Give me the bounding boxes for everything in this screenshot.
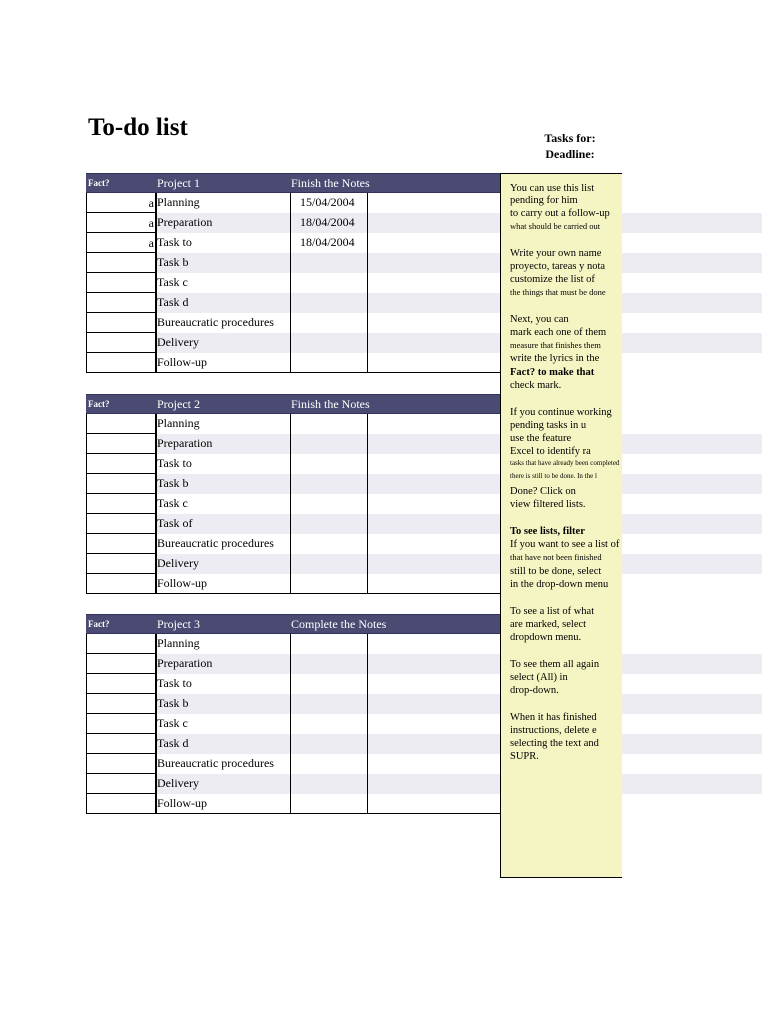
meta-block [520,130,620,162]
column-divider [367,414,368,594]
instruction-line: Done? Click on [510,486,576,497]
table-row [86,634,501,654]
table-row [86,353,501,373]
date-cell[interactable]: 18/04/2004 [300,235,355,249]
task-cell[interactable]: Follow-up [157,576,208,590]
table-row [86,494,501,514]
table-row [86,253,501,273]
task-cell[interactable]: Delivery [157,335,199,349]
instruction-line: still to be done, select [510,566,602,577]
table-row [86,333,501,353]
table-bottom-border [86,593,501,594]
fact-cell[interactable]: a [86,233,156,253]
task-cell[interactable]: Task b [157,255,189,269]
instruction-line: Fact? to make that [510,367,595,378]
fact-cell[interactable] [86,353,156,373]
instruction-line: instructions, delete e [510,725,597,736]
fact-cell[interactable] [86,454,156,474]
fact-cell[interactable] [86,414,156,434]
notes-column-header: Complete the Notes [291,617,387,631]
table-row [86,514,501,534]
notes-column-header: Finish the Notes [291,397,370,411]
table-row [86,774,501,794]
project-header [86,614,501,634]
fact-column-header: Fact? [88,399,110,409]
instruction-line: check mark. [510,380,562,391]
page-title: To-do list [88,114,188,141]
column-divider [290,193,291,373]
instruction-line: When it has finished [510,712,597,723]
task-cell[interactable]: Preparation [157,436,213,450]
table-row [86,454,501,474]
instruction-line: pending for him [510,195,578,206]
fact-cell[interactable] [86,754,156,774]
fact-cell[interactable] [86,714,156,734]
fact-cell[interactable]: a [86,193,156,213]
task-cell[interactable]: Task b [157,476,189,490]
fact-cell[interactable] [86,293,156,313]
task-cell[interactable]: Bureaucratic procedures [157,756,274,770]
instruction-line: Excel to identify ra [510,446,591,457]
instruction-line: To see them all again [510,659,600,670]
table-bottom-border [86,372,501,373]
table-row [86,554,501,574]
instruction-line: Write your own name [510,248,602,259]
task-cell[interactable]: Planning [157,195,200,209]
instruction-line: select (All) in [510,672,568,683]
fact-cell[interactable] [86,574,156,594]
fact-cell[interactable] [86,694,156,714]
table-row [86,714,501,734]
project-header [86,394,501,414]
fact-cell[interactable] [86,734,156,754]
task-cell[interactable]: Preparation [157,215,213,229]
table-row [86,193,501,213]
table-row [86,574,501,594]
fact-cell[interactable] [86,794,156,814]
table-row [86,794,501,814]
instruction-line: If you want to see a list of [510,539,620,550]
project-table-2 [86,394,501,594]
task-cell[interactable]: Planning [157,416,200,430]
table-row [86,674,501,694]
task-cell[interactable]: Follow-up [157,796,208,810]
fact-cell[interactable] [86,634,156,654]
instruction-line: use the feature [510,433,572,444]
instruction-line: are marked, select [510,619,587,630]
task-cell[interactable]: Task b [157,696,189,710]
instruction-line: To see lists, filter [510,526,585,537]
table-row [86,734,501,754]
project-name-header: Project 1 [157,176,200,190]
table-row [86,313,501,333]
project-name-header: Project 3 [157,617,200,631]
instruction-line: You can use this list [510,183,595,194]
instruction-line: proyecto, tareas y nota [510,261,606,272]
task-cell[interactable]: Preparation [157,656,213,670]
table-row [86,434,501,454]
fact-column-header: Fact? [88,178,110,188]
instruction-line: selecting the text and [510,738,599,749]
fact-cell[interactable] [86,333,156,353]
fact-cell[interactable] [86,474,156,494]
fact-cell[interactable] [86,434,156,454]
instruction-line: dropdown menu. [510,632,582,643]
date-cell[interactable]: 15/04/2004 [300,195,355,209]
fact-cell[interactable] [86,273,156,293]
table-row [86,273,501,293]
table-row [86,474,501,494]
task-cell[interactable]: Bureaucratic procedures [157,315,274,329]
table-row [86,654,501,674]
instruction-line: in the drop-down menu [510,579,609,590]
table-row [86,694,501,714]
table-row [86,414,501,434]
instruction-line: there is still to be done. In the l [510,472,597,480]
instruction-line: pending tasks in u [510,420,587,431]
instruction-line: write the lyrics in the [510,353,600,364]
task-cell[interactable]: Follow-up [157,355,208,369]
instruction-line: mark each one of them [510,327,607,338]
table-row [86,213,501,233]
table-bottom-border [86,813,501,814]
task-cell[interactable]: Task d [157,736,189,750]
task-cell[interactable]: Planning [157,636,200,650]
fact-cell[interactable] [86,534,156,554]
fact-cell[interactable] [86,253,156,273]
instruction-line: To see a list of what [510,606,595,617]
fact-cell[interactable] [86,674,156,694]
project-header [86,173,501,193]
task-cell[interactable]: Bureaucratic procedures [157,536,274,550]
task-cell[interactable]: Task c [157,496,188,510]
project-name-header: Project 2 [157,397,200,411]
tasks-for-label: Tasks for: [544,131,596,145]
fact-cell[interactable] [86,494,156,514]
column-divider [156,193,157,373]
instruction-line: measure that finishes them [510,340,601,350]
notes-column-header: Finish the Notes [291,176,370,190]
task-cell[interactable]: Task c [157,275,188,289]
instruction-line: what should be carried out [510,221,601,231]
instruction-line: If you continue working [510,407,612,418]
task-cell[interactable]: Task to [157,676,192,690]
column-divider [290,414,291,594]
project-table-1 [86,173,501,373]
column-divider [290,634,291,814]
instruction-line: tasks that have already been completed [510,459,620,467]
table-row [86,534,501,554]
task-cell[interactable]: Task to [157,235,192,249]
fact-cell[interactable] [86,554,156,574]
date-cell[interactable]: 18/04/2004 [300,215,355,229]
fact-column-header: Fact? [88,619,110,629]
column-divider [156,414,157,594]
instruction-line: customize the list of [510,274,595,285]
task-cell[interactable]: Task to [157,456,192,470]
instruction-line: drop-down. [510,685,559,696]
table-row [86,293,501,313]
task-cell[interactable]: Delivery [157,556,199,570]
table-row [86,233,501,253]
fact-cell[interactable] [86,514,156,534]
instruction-line: that have not been finished [510,552,602,562]
column-divider [367,634,368,814]
instruction-line: view filtered lists. [510,499,586,510]
project-table-3 [86,614,501,814]
fact-cell[interactable] [86,774,156,794]
task-cell[interactable]: Task c [157,716,188,730]
instruction-line: Next, you can [510,314,569,325]
instruction-line: the things that must be done [510,287,606,297]
fact-cell[interactable]: a [86,213,156,233]
table-row [86,754,501,774]
column-divider [156,634,157,814]
task-cell[interactable]: Task d [157,295,189,309]
task-cell[interactable]: Task of [157,516,193,530]
fact-cell[interactable] [86,654,156,674]
instruction-line: SUPR. [510,751,539,762]
fact-cell[interactable] [86,313,156,333]
column-divider [367,193,368,373]
deadline-label: Deadline: [545,147,595,161]
instruction-line: to carry out a follow-up [510,208,610,219]
task-cell[interactable]: Delivery [157,776,199,790]
